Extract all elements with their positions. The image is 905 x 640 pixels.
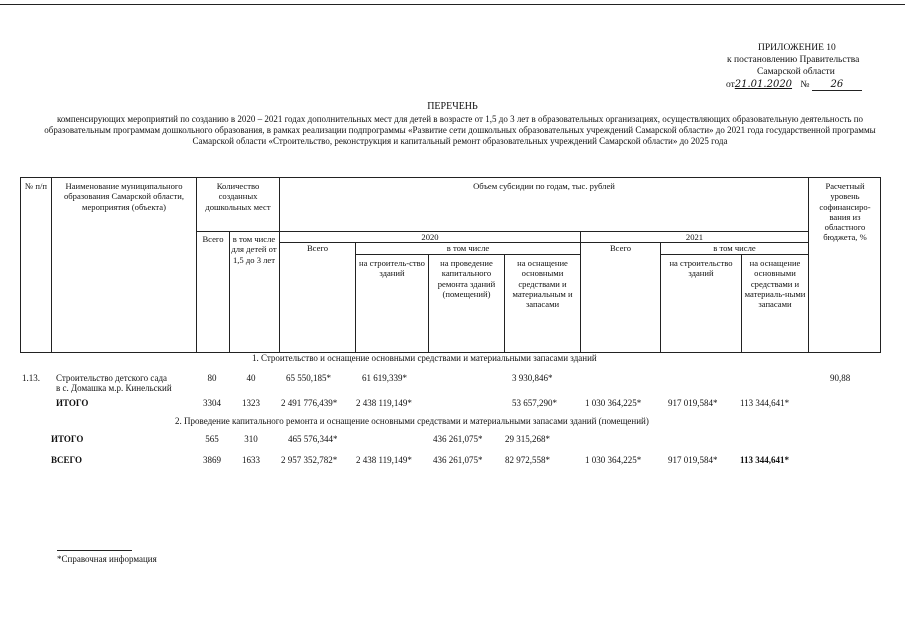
section-1-heading: 1. Строительство и оснащение основными средствами и материальными запасами зданий [252,353,597,363]
col-2021-incl-header: в том числе [713,243,756,253]
grid-vline [355,242,356,353]
grid-hline [660,254,808,255]
col-2020-total-header: Всего [306,243,329,253]
itogo1-constr-2021: 917 019,584* [668,398,718,408]
row-cofin: 90,88 [830,373,851,383]
itogo2-places-incl: 310 [244,434,258,444]
decree-date-line [726,79,862,91]
vsego-label: ВСЕГО [51,455,83,465]
row-equip-2020: 3 930,846* [512,373,553,383]
row-constr-2020: 61 619,339* [362,373,407,383]
itogo2-repair-2020: 436 261,075* [433,434,483,444]
col-places-header: Количество созданных дошкольных мест [205,181,271,212]
col-2020-incl-header: в том числе [446,243,490,253]
itogo1-sum-2020: 2 491 776,439* [281,398,338,408]
itogo1-label: ИТОГО [56,398,89,408]
col-subsidy-header: Объем субсидии по годам, тыс. рублей [473,181,615,191]
footnote: *Справочная информация [57,554,157,564]
grid-vline [880,177,881,353]
col-places-incl-header: в том числе для детей от 1,5 до 3 лет [231,234,277,265]
number-prefix: № [800,80,810,90]
row-num: 1.13. [22,373,40,383]
vsego-sum-2021: 1 030 364,225* [585,455,642,465]
vsego-places-incl: 1633 [242,455,260,465]
col-2020-repair-header: на проведение капитального ремонта зданий (помещений) [437,258,496,299]
vsego-constr-2021: 917 019,584* [668,455,718,465]
col-2021-total-header: Всего [609,243,632,253]
itogo2-label: ИТОГО [51,434,84,444]
col-2021-construction-header: на строительство зданий [669,258,733,279]
appendix-label: ПРИЛОЖЕНИЕ 10 [758,43,836,53]
grid-vline [20,177,21,353]
itogo1-equip-2021: 113 344,641* [740,398,790,408]
grid-hline [20,177,881,178]
row-name-line1: Строительство детского сада [56,373,168,383]
vsego-places-total: 3869 [203,455,221,465]
col-places-total-header: Всего [202,234,224,244]
itogo1-sum-2021: 1 030 364,225* [585,398,642,408]
year-2020-header: 2020 [421,232,439,242]
section-2-heading: 2. Проведение капитального ремонта и оснащение основными средствами и материальными запасами зданий (помещений) [175,416,649,426]
vsego-repair-2020: 436 261,075* [433,455,483,465]
grid-vline [229,231,230,353]
document-title: ПЕРЕЧЕНЬ [427,101,478,112]
vsego-constr-2020: 2 438 119,149* [356,455,412,465]
col-cofin-header: Расчетный уровень софинансиро-вания из областного бюджета, % [819,181,871,243]
year-2021-header: 2021 [685,232,704,242]
col-num-header: № п/п [25,181,47,191]
row-name-line2: в с. Домашка м.р. Кинельский [56,383,172,393]
footnote-separator [57,550,132,551]
grid-vline [660,242,661,353]
row-places-incl: 40 [246,373,256,383]
grid-vline [51,177,52,353]
col-2020-construction-header: на строитель-ство зданий [359,258,425,279]
region-line: Самарской области [757,67,835,77]
itogo2-sum-2020: 465 576,344* [288,434,338,444]
itogo2-places-total: 565 [205,434,219,444]
vsego-equip-2020: 82 972,558* [505,455,550,465]
col-2020-equipment-header: на оснащение основными средствами и материальным и запасами [512,258,573,310]
itogo1-constr-2020: 2 438 119,149* [356,398,412,408]
row-places-total: 80 [207,373,217,383]
grid-vline [808,177,809,353]
number-value: 26 [812,79,862,91]
itogo1-equip-2020: 53 657,290* [512,398,557,408]
document-description: компенсирующих мероприятий по созданию в 2020 – 2021 годах дополнительных мест для детей в возрасте от 1,5 до 3 лет в образовательных организациях, осуществляющих образовательную деятельность по образовательным программам дошкольного образования, в рамках реализации подпрограммы «Развитие сети дошкольных образовательных учреждений Самарской области» до 2021 года государственной программы Самарской области «Строительство, реконструкция и капитальный ремонт образовательных учреждений Самарской области» до 2025 года [44,114,876,147]
col-2021-equipment-header: на оснащение основными средствами и материаль-ными запасами [744,258,806,310]
top-border-line [0,4,905,5]
row-sum-2020: 65 550,185* [286,373,331,383]
itogo1-places-incl: 1323 [242,398,260,408]
date-value: 21.01.2020 [734,79,793,90]
itogo1-places-total: 3304 [203,398,221,408]
decree-line: к постановлению Правительства [727,55,860,65]
vsego-sum-2020: 2 957 352,782* [281,455,338,465]
col-name-header: Наименование муниципального образования Самарской области, мероприятия (объекта) [64,181,184,212]
date-prefix: от [726,80,735,90]
itogo2-equip-2020: 29 315,268* [505,434,550,444]
vsego-equip-2021: 113 344,641* [740,455,790,465]
grid-vline [279,177,280,353]
grid-vline [741,254,742,353]
grid-hline [355,254,580,255]
grid-vline [196,177,197,353]
